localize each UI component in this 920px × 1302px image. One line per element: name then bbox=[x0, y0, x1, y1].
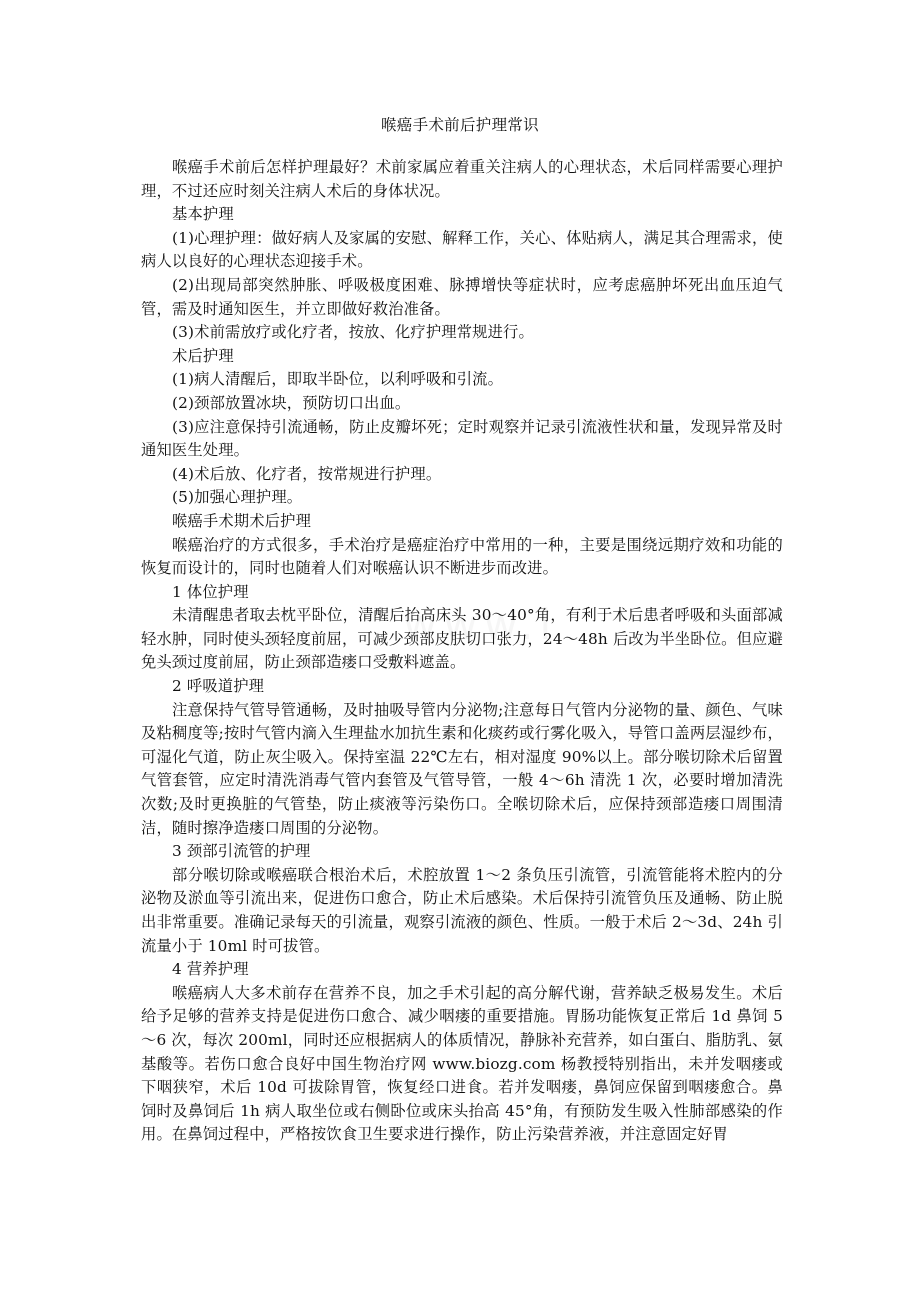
paragraph: (1)心理护理：做好病人及家属的安慰、解释工作，关心、体贴病人，满足其合理需求，使病人以良好的心理状态迎接手术。 bbox=[141, 228, 783, 271]
document-title: 喉癌手术前后护理常识 bbox=[380, 116, 539, 134]
paragraph: (3)应注意保持引流通畅，防止皮瓣坏死；定时观察并记录引流液性状和量，发现异常及时通知医生处理。 bbox=[141, 417, 783, 460]
paragraph: 喉癌手术前后怎样护理最好？术前家属应着重关注病人的心理状态，术后同样需要心理护理，不过还应时刻关注病人术后的身体状况。 bbox=[141, 158, 783, 200]
paragraph: 未清醒患者取去枕平卧位，清醒后抬高床头 30～40°角，有利于术后患者呼吸和头面部减轻水肿，同时使头颈轻度前屈，可减少颈部皮肤切口张力，24～48h 后改为半坐卧位。但应避免头颈过度前屈，防止颈部造瘘口受敷料遮盖。 bbox=[141, 606, 783, 672]
section-heading: 基本护理 bbox=[172, 205, 234, 224]
paragraph: (1)病人清醒后，即取半卧位，以利呼吸和引流。 bbox=[172, 370, 504, 389]
section-heading: 术后护理 bbox=[172, 346, 234, 365]
paragraph: (4)术后放、化疗者，按常规进行护理。 bbox=[172, 464, 442, 483]
section-heading: 喉癌手术期术后护理 bbox=[172, 511, 312, 530]
section-heading: 4 营养护理 bbox=[172, 960, 249, 979]
paragraph: 注意保持气管导管通畅，及时抽吸导管内分泌物;注意每日气管内分泌物的量、颜色、气味及粘稠度等;按时气管内滴入生理盐水加抗生素和化痰药或行雾化吸入，导管口盖两层湿纱布，可湿化气道，防止灰尘吸入。保持室温 22℃左右，相对湿度 90%以上。部分喉切除术后留置气管套管，应定时清洗消毒气管内套管及气管导管，一般 4～6h 清洗 1 次，必要时增加清洗次数;及时更换脏的气管垫，防止痰液等污染伤口。全喉切除术后，应保持颈部造瘘口周围清洁，随时擦净造瘘口周围的分泌物。 bbox=[141, 700, 783, 837]
section-heading: 3 颈部引流管的护理 bbox=[172, 842, 311, 861]
paragraph: 部分喉切除或喉癌联合根治术后，术腔放置 1～2 条负压引流管，引流管能将术腔内的分泌物及淤血等引流出来，促进伤口愈合，防止术后感染。术后保持引流管负压及通畅、防止脱出非常重要。准确记录每天的引流量，观察引流液的颜色、性质。一般于术后 2～3d、24h 引流量小于 10ml 时可拔管。 bbox=[141, 865, 783, 955]
document-body bbox=[141, 156, 783, 1147]
section-heading: 2 呼吸道护理 bbox=[172, 677, 265, 696]
paragraph: (3)术前需放疗或化疗者，按放、化疗护理常规进行。 bbox=[172, 323, 534, 342]
paragraph: 喉癌病人大多术前存在营养不良，加之手术引起的高分解代谢，营养缺乏极易发生。术后给予足够的营养支持是促进伤口愈合、减少咽瘘的重要措施。胃肠功能恢复正常后 1d 鼻饲 5～6 次，每次 200ml，同时还应根据病人的体质情况，静脉补充营养，如白蛋白、脂肪乳、氨基酸等。若伤口愈合良好中国生物治疗网 www.biozg.com 杨教授特别指出，未并发咽瘘或下咽狭窄，术后 10d 可拔除胃管，恢复经口进食。若并发咽瘘，鼻饲应保留到咽瘘愈合。鼻饲时及鼻饲后 1h 病人取坐位或右侧卧位或床头抬高 45°角，有预防发生吸入性肺部感染的作用。在鼻饲过程中，严格按饮食卫生要求进行操作，防止污染营养液，并注意固定好胃 bbox=[141, 983, 783, 1144]
section-heading: 1 体位护理 bbox=[172, 582, 249, 601]
paragraph: (2)出现局部突然肿胀、呼吸极度困难、脉搏增快等症状时，应考虑癌肿坏死出血压迫气管，需及时通知医生，并立即做好救治准备。 bbox=[141, 275, 783, 318]
paragraph: (5)加强心理护理。 bbox=[172, 488, 303, 507]
paragraph: 喉癌治疗的方式很多，手术治疗是癌症治疗中常用的一种，主要是围绕远期疗效和功能的恢复而设计的，同时也随着人们对喉癌认识不断进步而改进。 bbox=[141, 535, 783, 578]
paragraph: (2)颈部放置冰块，预防切口出血。 bbox=[172, 393, 411, 412]
